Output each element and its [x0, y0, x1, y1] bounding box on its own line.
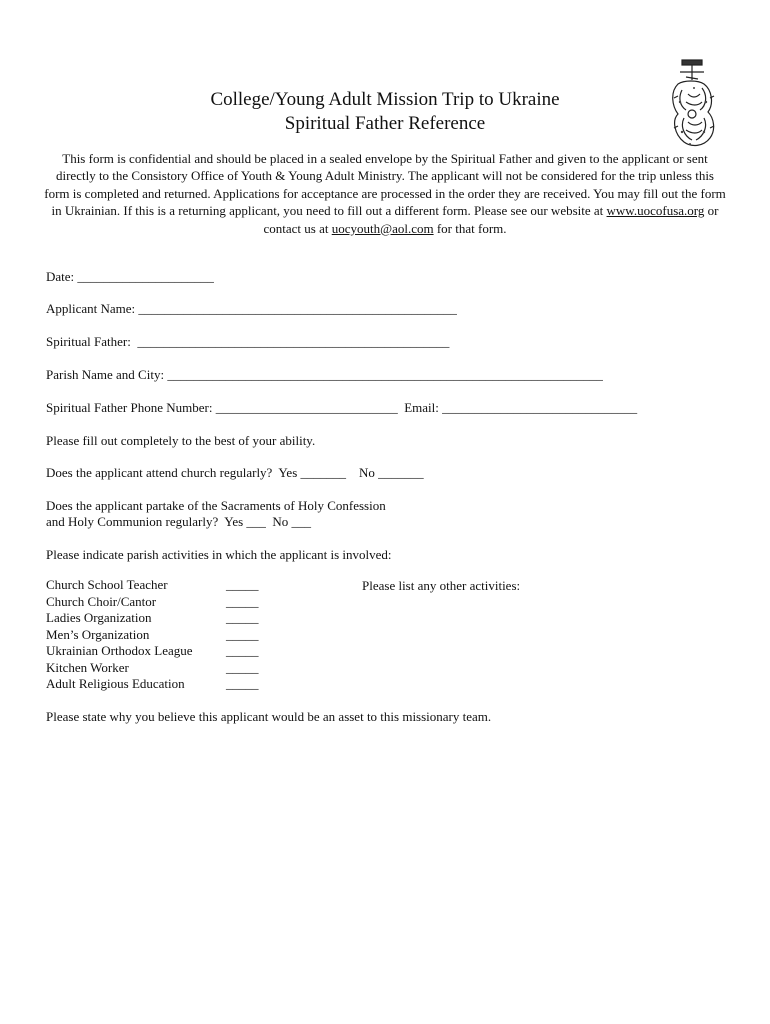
sacraments-question-line-2[interactable]: and Holy Communion regularly? Yes ___ No ___: [46, 514, 312, 529]
activity-blank[interactable]: _____: [226, 659, 259, 675]
activity-blank[interactable]: _____: [226, 643, 259, 658]
activity-label: Men’s Organization: [46, 626, 150, 642]
activity-label: Kitchen Worker: [46, 659, 129, 675]
spiritual-father-field[interactable]: Spiritual Father: ________________________________________________: [46, 334, 450, 349]
activity-blank[interactable]: _____: [226, 626, 259, 642]
title-line-1: College/Young Adult Mission Trip to Ukraine: [210, 89, 560, 110]
activity-label: Church Choir/Cantor: [46, 593, 157, 609]
activity-blank[interactable]: _____: [226, 593, 259, 609]
other-activities-prompt: Please list any other activities:: [362, 578, 521, 593]
form-title: [0, 88, 770, 136]
parish-name-city-field[interactable]: Parish Name and City: ___________________________________________________________________: [46, 367, 603, 382]
activity-blank[interactable]: _____: [226, 610, 259, 625]
website-link[interactable]: www.uocofusa.org: [606, 203, 705, 219]
church-attendance-question[interactable]: Does the applicant attend church regularly? Yes _______ No _______: [46, 465, 424, 480]
intro-paragraph: [44, 150, 726, 237]
sacraments-question-line-1: Does the applicant partake of the Sacraments of Holy Confession: [46, 498, 386, 513]
activity-label: Ukrainian Orthodox League: [46, 643, 193, 658]
instructions-text: Please fill out completely to the best of your ability.: [46, 433, 316, 448]
activity-blank[interactable]: _____: [226, 577, 259, 592]
activity-blank[interactable]: _____: [226, 676, 259, 691]
phone-email-field[interactable]: Spiritual Father Phone Number: ____________________________ Email: ______________________________: [46, 400, 638, 415]
activity-label: Adult Religious Education: [46, 676, 185, 691]
intro-text-3: for that form.: [433, 220, 507, 236]
date-field[interactable]: Date: _____________________: [46, 269, 214, 284]
email-link[interactable]: uocyouth@aol.com: [331, 220, 434, 236]
asset-question: Please state why you believe this applicant would be an asset to this missionary team.: [46, 709, 492, 724]
activity-label: Ladies Organization: [46, 610, 152, 625]
intro-text-1: This form is confidential and should be placed in a sealed envelope by the Spiritual Father and given to the applicant or sent directly to the Consistory Office of Youth & Young Adult Ministry. The applicant will not be considered for the trip unless this form is completed and returned. Applications for acceptance are processed in the order they are received. You may fill out the form in Ukrainian. If this is a returning applicant, you need to fill out a different form. Please see our website at: [44, 151, 726, 219]
activities-prompt: Please indicate parish activities in which the applicant is involved:: [46, 547, 392, 562]
title-line-2: Spiritual Father Reference: [284, 113, 486, 134]
applicant-name-field[interactable]: Applicant Name: _________________________________________________: [46, 301, 457, 316]
intro-text-2: or contact us at: [263, 203, 719, 236]
activity-label: Church School Teacher: [46, 577, 168, 592]
